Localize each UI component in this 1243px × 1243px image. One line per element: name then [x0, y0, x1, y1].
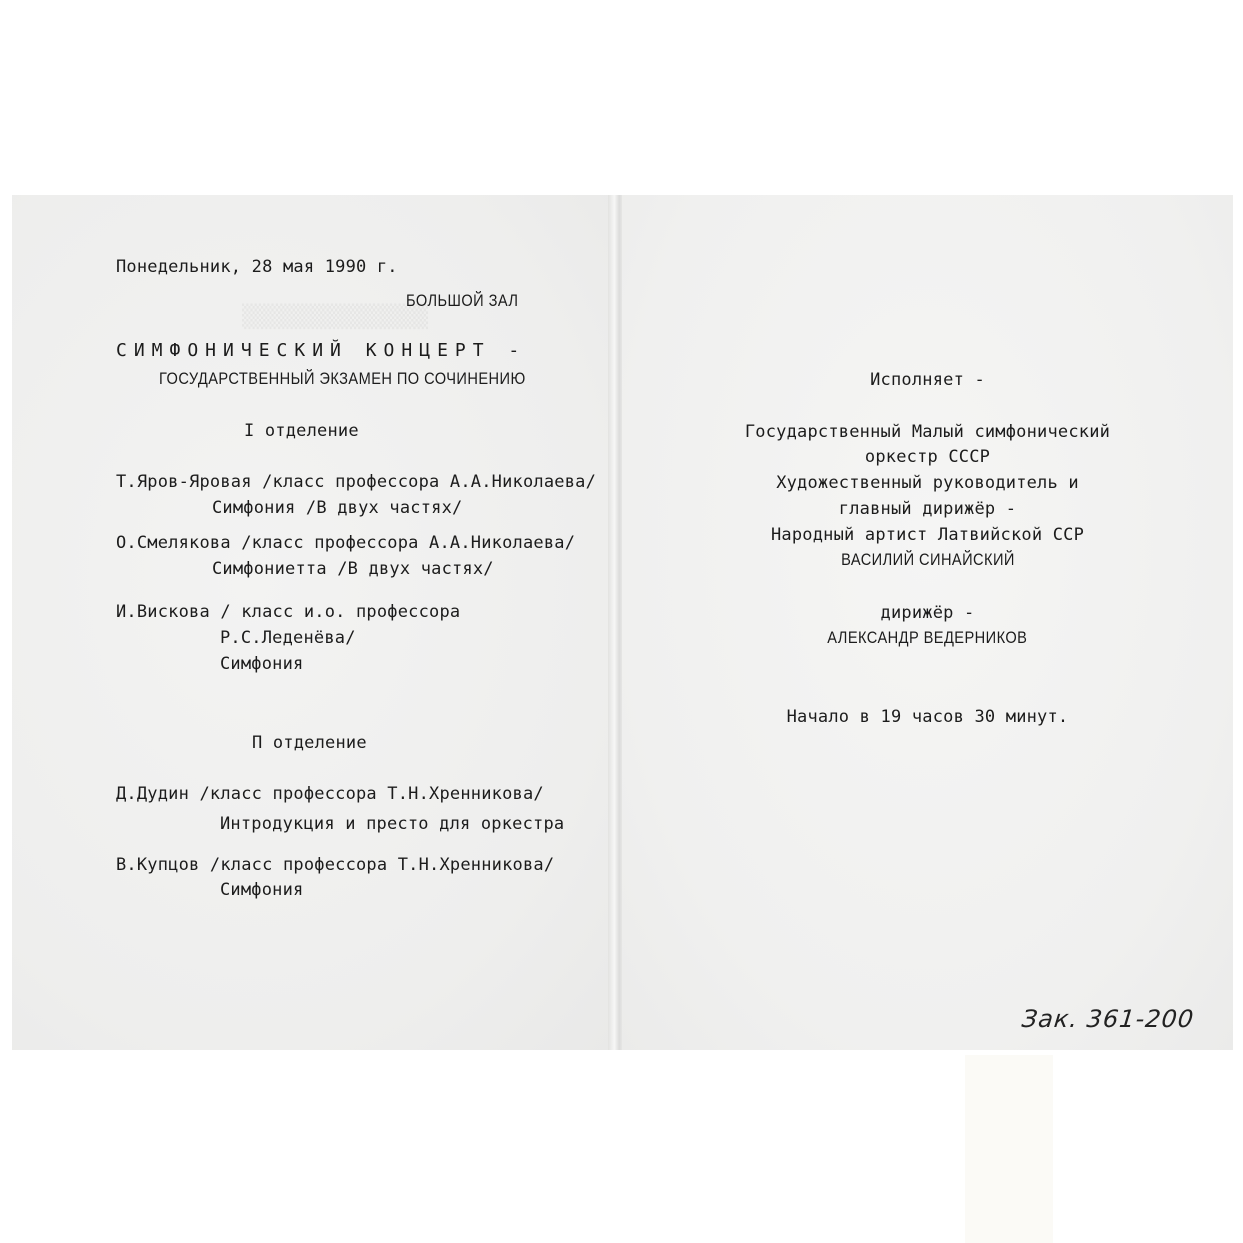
- left-page: [12, 195, 610, 1050]
- part1-item-3-work: Симфония: [220, 654, 304, 674]
- part1-item-3-teacher: Р.С.Леденёва/: [220, 628, 356, 648]
- part1-item-1-work: Симфония /В двух частях/: [212, 498, 463, 518]
- hall-name: БОЛЬШОЙ ЗАЛ: [406, 291, 519, 310]
- right-page: [622, 195, 1233, 1050]
- conductor-label: дирижёр -: [880, 603, 975, 623]
- part1-item-3-composer: И.Вискова / класс и.о. профессора: [116, 602, 461, 622]
- part2-item-2-composer: В.Купцов /класс профессора Т.Н.Хренникова/: [116, 855, 555, 875]
- concert-subtitle: ГОСУДАРСТВЕННЫЙ ЭКЗАМЕН ПО СОЧИНЕНИЮ: [159, 369, 526, 388]
- part2-item-2-work: Симфония: [220, 880, 304, 900]
- director-name-text: ВАСИЛИЙ СИНАЙСКИЙ: [840, 550, 1015, 569]
- part1-heading: I отделение: [244, 421, 359, 441]
- paper-edge-shadow: [965, 1055, 1053, 1243]
- conductor-name-text: АЛЕКСАНДР ВЕДЕРНИКОВ: [827, 628, 1028, 647]
- date-line: Понедельник, 28 мая 1990 г.: [116, 257, 398, 277]
- part2-item-1-work: Интродукция и престо для оркестра: [220, 814, 565, 834]
- performs-label: Исполняет -: [870, 370, 985, 390]
- program-sheet: [12, 195, 1233, 1050]
- part2-heading: П отделение: [252, 733, 367, 753]
- part1-item-2-work: Симфониетта /В двух частях/: [212, 559, 494, 579]
- director-line-2: главный дирижёр -: [838, 499, 1017, 519]
- orchestra-line-2: оркестр СССР: [864, 447, 991, 467]
- concert-title: СИМФОНИЧЕСКИЙ КОНЦЕРТ -: [116, 340, 527, 361]
- part1-item-1-composer: Т.Яров-Яровая /класс профессора А.А.Николаева/: [116, 472, 597, 492]
- director-line-1: Художественный руководитель и: [776, 473, 1079, 493]
- conductor-name: [622, 628, 1233, 648]
- director-line-3: Народный артист Латвийской ССР: [770, 525, 1085, 545]
- handwritten-note: Зак. 361-200: [1020, 1005, 1196, 1033]
- orchestra-line-1: Государственный Малый симфонический: [744, 422, 1111, 442]
- bleed-through-mark: ▒▒▒▒▒▒▒▒▒▒▒: [242, 305, 429, 330]
- part2-item-1-composer: Д.Дудин /класс профессора Т.Н.Хренникова/: [116, 784, 544, 804]
- part1-item-2-composer: О.Смелякова /класс профессора А.А.Николаева/: [116, 533, 576, 553]
- start-time: Начало в 19 часов 30 минут.: [786, 707, 1069, 727]
- director-name: [622, 550, 1233, 570]
